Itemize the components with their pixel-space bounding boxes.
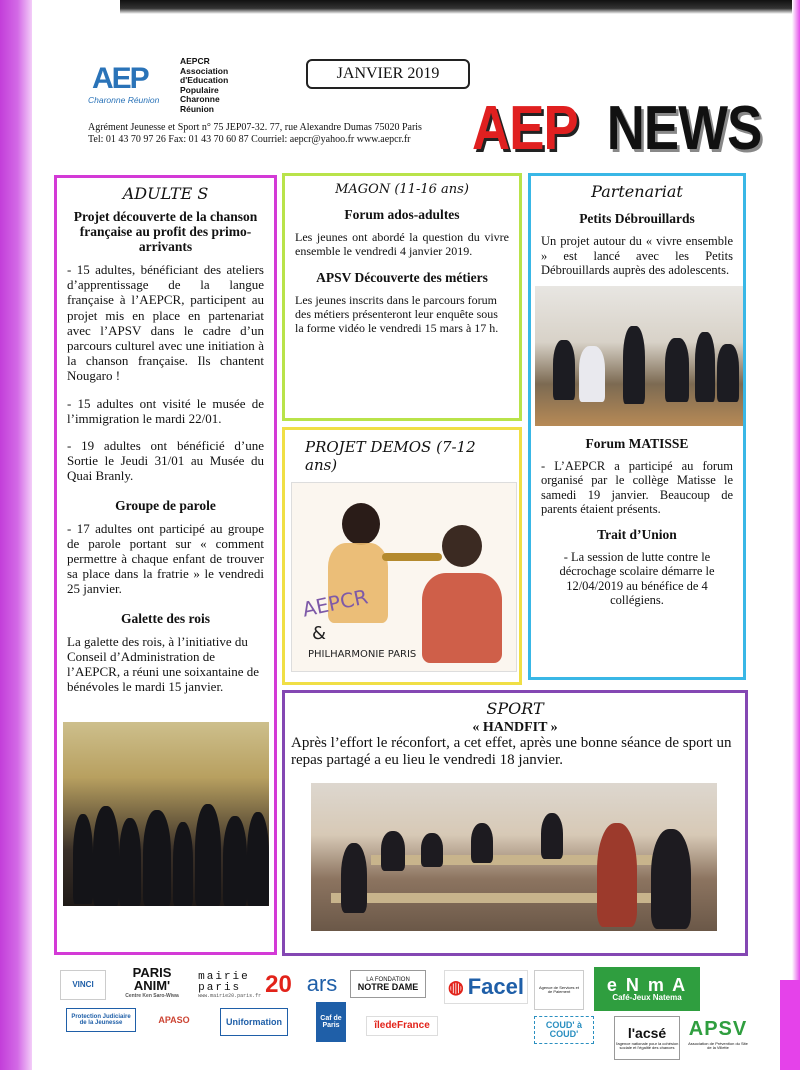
drawing-text: AEPCR	[300, 584, 371, 622]
logo-text: Caf de Paris	[320, 1015, 342, 1029]
drawing-text: &	[312, 623, 327, 644]
fondation-notre-dame-logo	[350, 970, 426, 998]
paragraph: - L’AEPCR a participé au forum organisé par le collège Matisse le samedi 19 janvier. Beaucoup de parents étaient présents.	[541, 458, 733, 516]
issue-date: JANVIER 2019	[306, 59, 470, 89]
paragraph: Après l’effort le réconfort, a cet effet, après une bonne séance de sport un repas partagé a eu lieu le vendredi 18 janvier.	[291, 735, 732, 768]
paragraph: - La session de lutte contre le décrochage scolaire démarre le 12/04/2019 au bénéfice de 4 collégiens.	[559, 549, 715, 607]
paragraph: - 17 adultes ont participé au groupe de parole portant sur « comment permettre à chaque enfant de trouver sa place dans la fratrie » le vendredi 25 janvier.	[67, 520, 264, 597]
section-heading: PROJET DEMOS (7-12 ans)	[305, 438, 476, 474]
section-heading: ADULTE S	[122, 184, 209, 203]
logo-text: Café-Jeux Natema	[612, 993, 682, 1002]
photo-galette-des-rois	[63, 722, 269, 906]
paragraph: - 15 adultes, bénéficiant des ateliers d’apprentissage de la langue française à l’AEPCR, participent au projet mis en place en partenariat avec l’APSV dans le cadre d’un parcours culturel avec une initiation à la chanson française. Ils chantent Nougaro !	[67, 262, 264, 384]
association-name	[180, 57, 228, 114]
address-line: Agrément Jeunesse et Sport n° 75 JEP07-32. 77, rue Alexandre Dumas 75020 Paris	[88, 122, 422, 133]
subheading: Forum ados-adultes	[344, 207, 460, 222]
paragraph: Les jeunes inscrits dans le parcours forum des métiers présenteront leur enquête sous la forme vidéo le vendredi 15 mars à 17 h.	[295, 293, 499, 335]
subheading: Groupe de parole	[115, 497, 216, 513]
ars-logo	[298, 970, 346, 998]
logo-text: Protection Judiciaire de la Jeunesse	[71, 1014, 131, 1026]
assoc-line: AEPCR	[180, 56, 210, 66]
logo-text: APASO	[158, 1014, 190, 1025]
decorative-bottom-band	[780, 980, 800, 1070]
logo-text: PARIS ANIM'	[132, 966, 172, 993]
decorative-top-band	[120, 0, 800, 14]
subheading: Projet découverte de la chanson française au profit des primo-arrivants	[73, 209, 258, 254]
logo-text: l'agence nationale pour la cohésion sociale et l'égalité des chances	[615, 1041, 679, 1050]
apaso-logo	[142, 1005, 206, 1035]
section-demos	[282, 427, 522, 685]
cafe-jeux-natema-logo	[594, 967, 700, 1011]
logo-text: ars	[306, 971, 338, 996]
logo-text: 20	[265, 971, 292, 998]
logo-text: www.mairie20.paris.fr	[198, 992, 262, 999]
contact-address	[88, 122, 422, 146]
assoc-line: d'Education	[180, 75, 229, 85]
globe-icon: ◍	[448, 977, 464, 997]
apsv-logo	[688, 1002, 748, 1066]
title-news: NEWS	[606, 94, 762, 163]
logo-subtitle: Charonne Réunion	[88, 95, 160, 105]
mairie-paris-20-logo	[194, 966, 296, 1004]
caf-logo	[316, 1002, 346, 1042]
drawing-text: PHILHARMONIE PARIS	[308, 649, 417, 660]
logo-text: paris	[198, 981, 242, 994]
pjj-logo	[66, 1008, 136, 1032]
iledefrance-logo	[366, 1016, 438, 1036]
vinci-logo	[60, 970, 106, 1000]
logo-text: Centre Ken Saro-Wiwa	[125, 992, 179, 998]
subheading: Galette des rois	[121, 610, 210, 626]
section-partenariat	[528, 173, 746, 680]
subheading: « HANDFIT »	[472, 720, 558, 735]
decorative-left-band	[0, 0, 32, 1070]
logo-mark: AEP	[92, 62, 148, 95]
subheading: Forum MATISSE	[585, 435, 689, 451]
coud-a-coud-logo	[534, 1016, 594, 1044]
subheading: Trait d’Union	[597, 526, 677, 542]
logo-text: VINCI	[72, 980, 94, 989]
paragraph: La galette des rois, à l’initiative du Conseil d’Administration de l’AEPCR, a réuni une soixantaine de bénévoles le mardi 15 janvier.	[67, 633, 260, 695]
paragraph: - 19 adultes ont bénéficié d’une Sortie le Jeudi 31/01 au Musée du Quai Branly.	[67, 438, 264, 484]
logo-text: îledeFrance	[374, 1020, 430, 1031]
newsletter-title	[472, 94, 762, 164]
section-adultes	[54, 175, 277, 955]
section-heading: SPORT	[486, 699, 544, 718]
section-heading: MAGON (11-16 ans)	[335, 182, 469, 197]
subheading: Petits Débrouillards	[579, 211, 695, 226]
uniformation-logo	[220, 1008, 288, 1036]
section-heading: Partenariat	[591, 182, 683, 201]
photo-handfit	[311, 783, 717, 931]
agence-services-paiement-logo	[534, 970, 584, 1010]
logo-text: LA FONDATION	[366, 976, 410, 983]
assoc-line: Populaire	[180, 84, 219, 95]
logo-text: e N m A	[606, 975, 688, 995]
demos-drawing	[291, 482, 517, 672]
subheading: APSV Découverte des métiers	[316, 270, 488, 285]
logo-text: Agence de Services et de Paiement	[538, 985, 580, 994]
logo-text: Facel	[467, 974, 524, 999]
assoc-line: Réunion	[180, 103, 214, 114]
facel-logo	[444, 970, 528, 1004]
logo-text: mairie	[198, 970, 250, 983]
aepcr-logo	[86, 62, 176, 108]
paragraph: - 15 adultes ont visité le musée de l’immigration le mardi 22/01.	[67, 395, 264, 426]
logo-text: COUD' à COUD'	[545, 1020, 583, 1039]
address-line: Tel: 01 43 70 97 26 Fax: 01 43 70 60 87 Courriel: aepcr@yahoo.fr www.aepcr.fr	[88, 134, 411, 145]
logo-text: Uniformation	[226, 1016, 282, 1027]
photo-petits-debrouillards	[535, 286, 745, 426]
section-sport	[282, 690, 748, 956]
assoc-line: Charonne	[180, 94, 220, 104]
assoc-line: Association	[180, 65, 229, 76]
paris-anim-logo	[116, 966, 188, 998]
title-aep: AEP	[472, 94, 578, 163]
logo-text: APSV	[688, 1017, 748, 1040]
logo-text: NOTRE DAME	[357, 981, 419, 992]
decorative-right-band	[792, 0, 800, 1070]
paragraph: Un projet autour du « vivre ensemble » est lancé avec les Petits Débrouillards auprès des adolescents.	[541, 234, 733, 277]
logo-text: l'acsé	[627, 1025, 667, 1041]
paragraph: Les jeunes ont abordé la question du vivre ensemble le vendredi 4 janvier 2019.	[295, 230, 509, 258]
logo-text: Association de Prévention du Site de la Villette	[688, 1040, 748, 1050]
acse-logo	[614, 1016, 680, 1060]
section-magon	[282, 173, 522, 421]
